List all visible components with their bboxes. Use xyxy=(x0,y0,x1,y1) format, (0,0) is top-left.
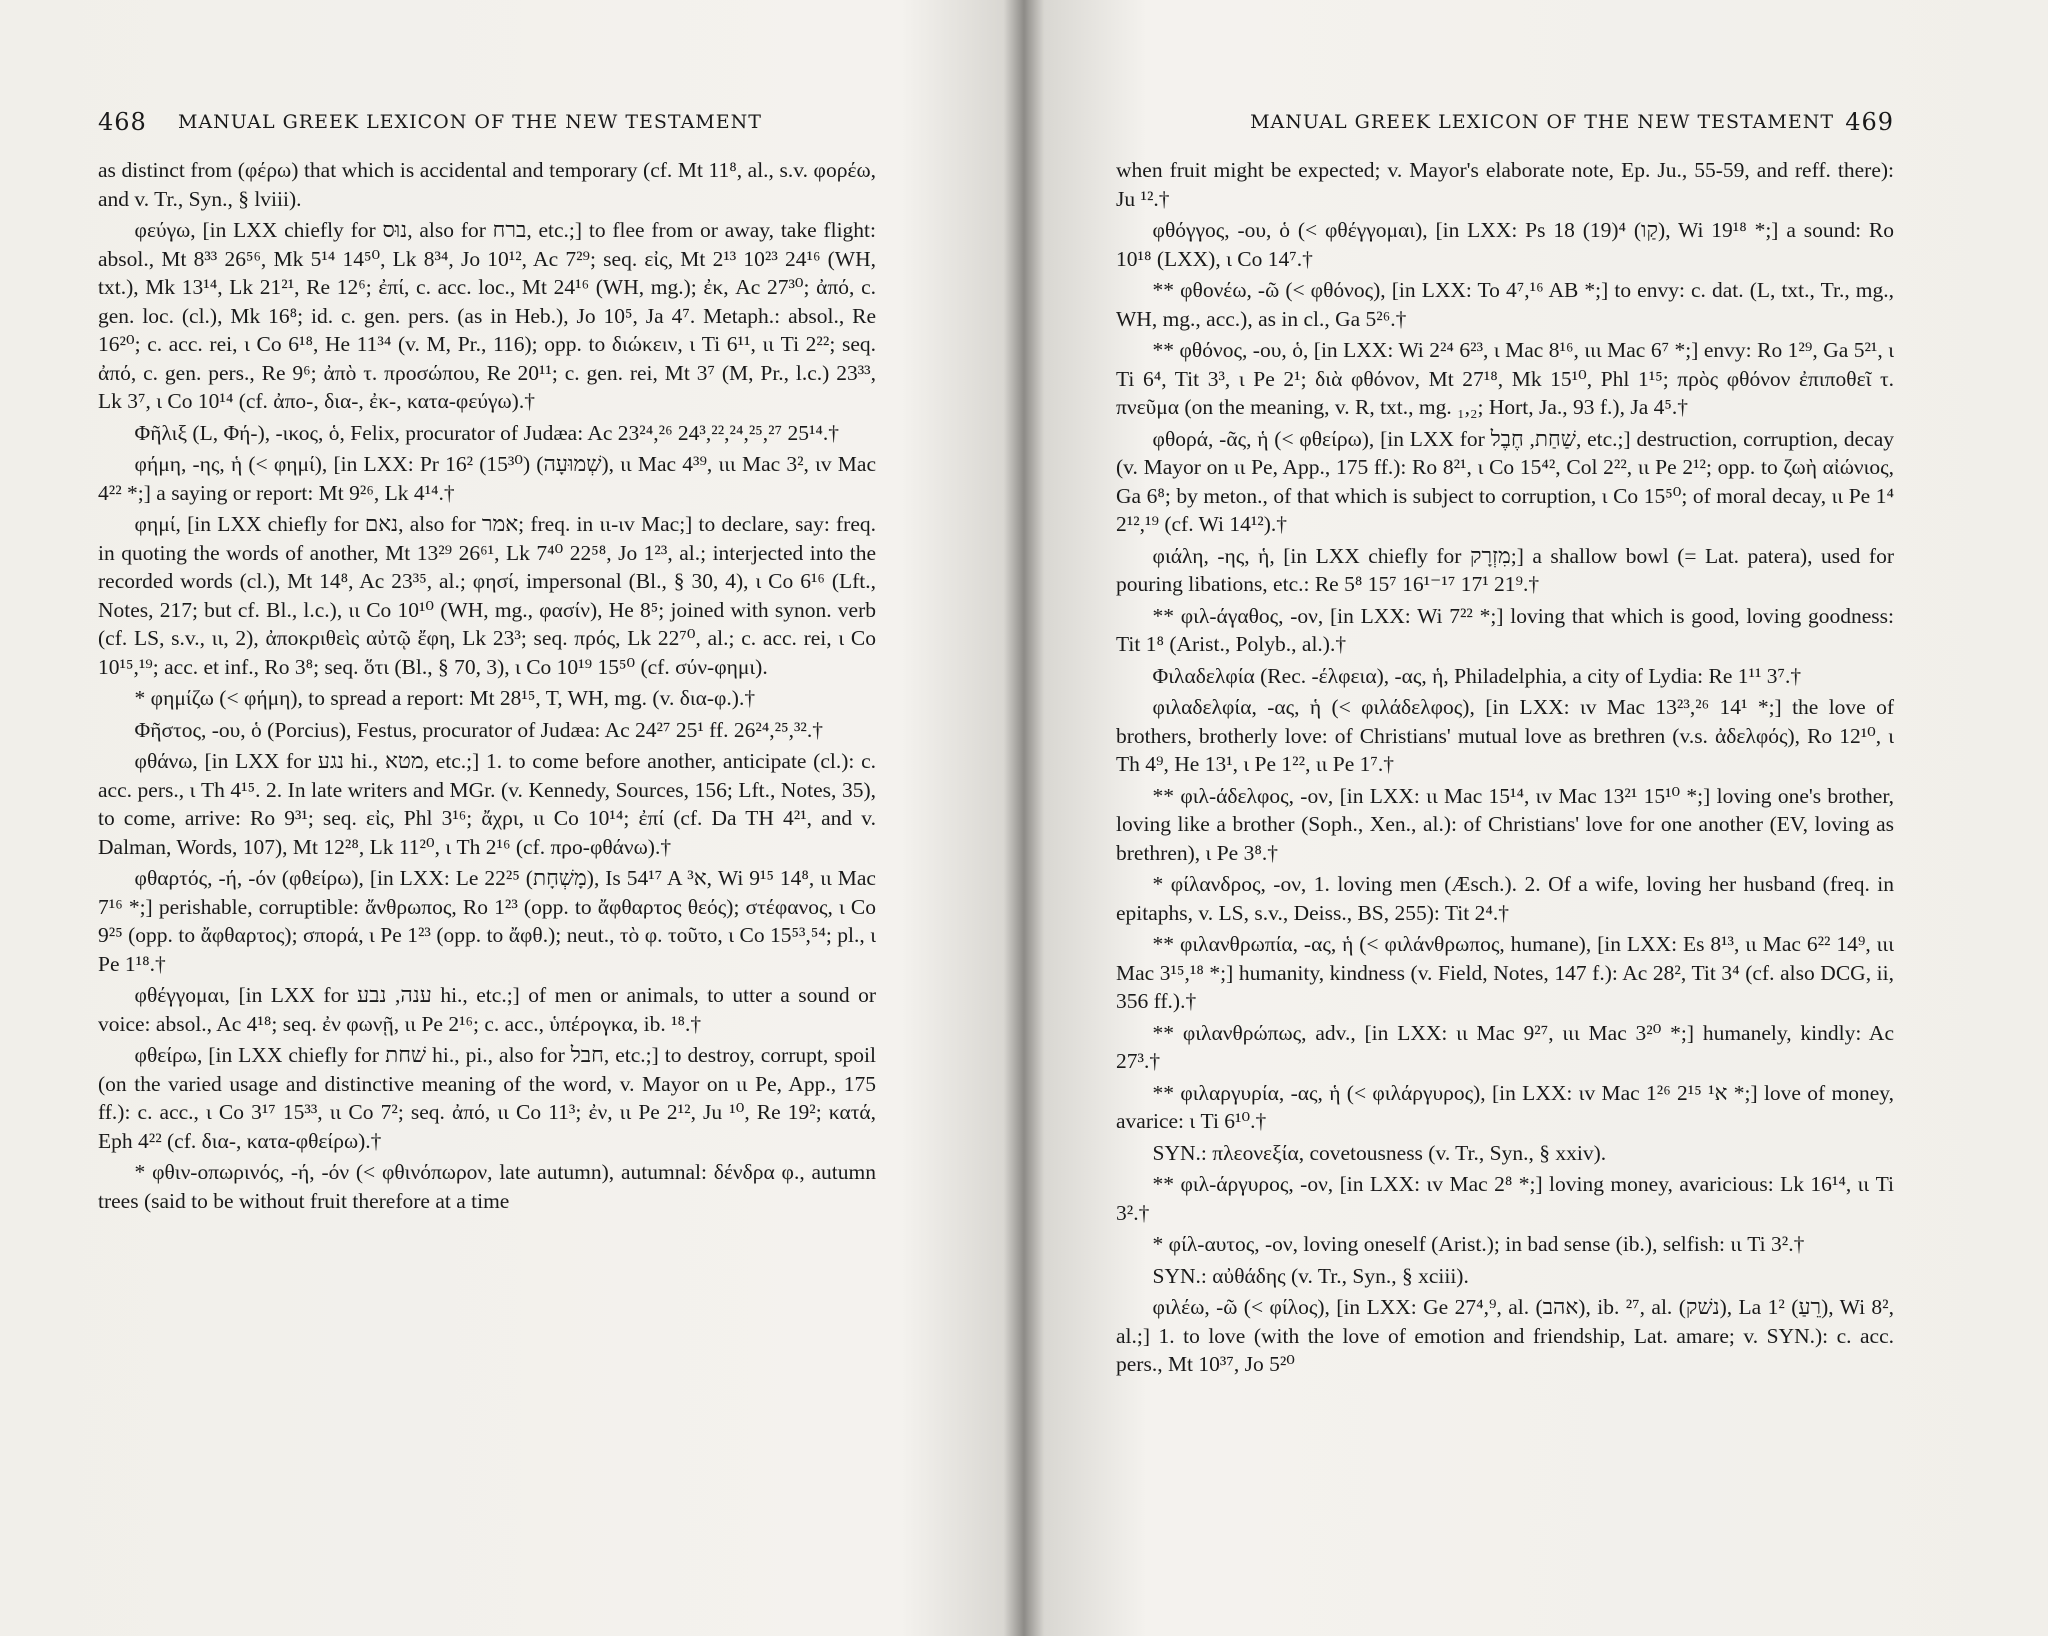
lexicon-entry: φθέγγομαι, [in LXX for ענה, נבע hi., etc.;] of men or animals, to utter a sound or voice: absol., Ac 4¹⁸; seq. ἐν φωνῇ, ιι Pe 2¹⁶; c. acc., ὑπέρογκα, ib. ¹⁸.† xyxy=(98,983,876,1036)
lexicon-entry: φθόγγος, -ου, ὁ (< φθέγγομαι), [in LXX: Ps 18 (19)⁴ (קַו), Wi 19¹⁸ *;] a sound: Ro 10¹⁸ (LXX), ι Co 14⁷.† xyxy=(1116,218,1894,271)
page-body xyxy=(98,156,876,1215)
page-number: 469 xyxy=(1845,108,1894,136)
lexicon-entry: as distinct from (φέρω) that which is accidental and temporary (cf. Mt 11⁸, al., s.v. φορέω, and v. Tr., Syn., § lviii). xyxy=(98,158,876,211)
lexicon-entry: Φιλαδελφία (Rec. -έλφεια), -ας, ἡ, Philadelphia, a city of Lydia: Re 1¹¹ 3⁷.† xyxy=(1152,663,1802,688)
lexicon-entry: φθάνω, [in LXX for נגע hi., מטא, etc.;] 1. to come before another, anticipate (cl.): c. acc. pers., ι Th 4¹⁵. 2. In late writers and MGr. (v. Kennedy, Sources, 156; Lft., Notes, 35), to come, arrive: Ro 9³¹; seq. εἰς, Phl 3¹⁶; ἄχρι, ιι Co 10¹⁴; ἐπί (cf. Da TH 4²¹, and v. Dalman, Words, 107), Mt 12²⁸, Lk 11²⁰, ι Th 2¹⁶ (cf. προ-φθάνω).† xyxy=(98,749,877,859)
right-page xyxy=(1116,100,1894,1382)
lexicon-entry: when fruit might be expected; v. Mayor's elaborate note, Ep. Ju., 55-59, and reff. there): Ju ¹².† xyxy=(1116,158,1894,211)
lexicon-entry: * φημίζω (< φήμη), to spread a report: Mt 28¹⁵, T, WH, mg. (v. δια-φ.).† xyxy=(134,686,756,710)
lexicon-entry: φθαρτός, -ή, -όν (φθείρω), [in LXX: Le 22²⁵ (מָשְׁחָת), Is 54¹⁷ A א³, Wi 9¹⁵ 14⁸, ιι Mac 7¹⁶ *;] perishable, corruptible: ἄνθρωπος, Ro 1²³ (opp. to ἄφθαρτος θεός); στέφανος, ι Co 9²⁵ (opp. to ἄφθαρτος); σπορά, ι Pe 1²³ (opp. to ἄφθ.); neut., τὸ φ. τοῦτο, ι Co 15⁵³,⁵⁴; pl., ι Pe 1¹⁸.† xyxy=(98,866,876,976)
lexicon-entry: ** φιλ-άδελφος, -ον, [in LXX: ιι Mac 15¹⁴, ιv Mac 13²¹ 15¹⁰ *;] loving one's brother, loving like a brother (Soph., Xen., al.): of Christians' love for one another (EV, loving as brethren), ι Pe 3⁸.† xyxy=(1116,783,1894,865)
lexicon-entry: ** φιλαργυρία, -ας, ἡ (< φιλάργυρος), [in LXX: ιv Mac 1²⁶ 2¹⁵ א¹ *;] love of money, avarice: ι Ti 6¹⁰.† xyxy=(1116,1080,1894,1133)
lexicon-entry: φήμη, -ης, ἡ (< φημί), [in LXX: Pr 16² (15³⁰) (שְׁמוּעָה), ιι Mac 4³⁹, ιιι Mac 3², ιv Mac 4²² *;] a saying or report: Mt 9²⁶, Lk 4¹⁴.† xyxy=(98,452,876,505)
lexicon-entry: φιλέω, -ῶ (< φίλος), [in LXX: Ge 27⁴,⁹, al. (אהב), ib. ²⁷, al. (נשׁק), La 1² (רֵעַ), Wi 8², al.;] 1. to love (with the love of emotion and friendship, Lat. amare; v. SYN.): c. acc. pers., Mt 10³⁷, Jo 5²⁰ xyxy=(1116,1295,1894,1376)
lexicon-entry: ** φιλανθρωπία, -ας, ἡ (< φιλάνθρωπος, humane), [in LXX: Es 8¹³, ιι Mac 6²² 14⁹, ιιι Mac 3¹⁵,¹⁸ *;] humanity, kindness (v. Field, Notes, 147 f.): Ac 28², Tit 3⁴ (cf. also DCG, ii, 356 ff.).† xyxy=(1116,932,1894,1013)
page-number: 468 xyxy=(98,108,147,136)
lexicon-entry: Φῆστος, -ου, ὁ (Porcius), Festus, procurator of Judæa: Ac 24²⁷ 25¹ ff. 26²⁴,²⁵,³².† xyxy=(134,717,823,742)
lexicon-entry: ** φιλ-άργυρος, -ον, [in LXX: ιv Mac 2⁸ *;] loving money, avaricious: Lk 16¹⁴, ιι Ti 3².† xyxy=(1116,1172,1894,1225)
lexicon-entry: φεύγω, [in LXX chiefly for נוּס, also for ברח, etc.;] to flee from or away, take flight: absol., Mt 8³³ 26⁵⁶, Mk 5¹⁴ 14⁵⁰, Lk 8³⁴, Jo 10¹², Ac 7²⁹; seq. εἰς, Mt 2¹³ 10²³ 24¹⁶ (WH, txt.), Mk 13¹⁴, Lk 21²¹, Re 12⁶; ἐπί, c. acc. loc., Mt 24¹⁶ (WH, mg.); ἐκ, Ac 27³⁰; ἀπό, c. gen. loc. (cl.), Mk 16⁸; id. c. gen. pers. (as in Heb.), Jo 10⁵, Ja 4⁷. Metaph.: absol., Re 16²⁰; c. acc. rei, ι Co 6¹⁸, He 11³⁴ (v. M, Pr., 116); opp. to διώκειν, ι Ti 6¹¹, ιι Ti 2²²; seq. ἀπό, c. gen. pers., Re 9⁶; ἀπὸ τ. προσώπου, Re 20¹¹; c. gen. rei, Mt 3⁷ (M, Pr., l.c.) 23³³, Lk 3⁷, ι Co 10¹⁴ (cf. ἀπο-, δια-, ἐκ-, κατα-φεύγω).† xyxy=(98,218,876,413)
lexicon-entry: Φῆλιξ (L, Φή-), -ικος, ὁ, Felix, procurator of Judæa: Ac 23²⁴,²⁶ 24³,²²,²⁴,²⁵,²⁷ 25¹⁴.† xyxy=(134,420,840,445)
running-title: MANUAL GREEK LEXICON OF THE NEW TESTAMENT xyxy=(178,111,762,133)
lexicon-entry: SYN.: πλεονεξία, covetousness (v. Tr., Syn., § xxiv). xyxy=(1152,1140,1607,1165)
lexicon-entry: ** φθονέω, -ῶ (< φθόνος), [in LXX: To 4⁷,¹⁶ AB *;] to envy: c. dat. (L, txt., Tr., mg., WH, mg., acc.), as in cl., Ga 5²⁶.† xyxy=(1116,278,1894,331)
lexicon-entry: φιλαδελφία, -ας, ἡ (< φιλάδελφος), [in LXX: ιv Mac 13²³,²⁶ 14¹ *;] the love of brothers, brotherly love: of Christians' mutual love as brethren (v.s. ἀδελφός), Ro 12¹⁰, ι Th 4⁹, He 13¹, ι Pe 1²², ιι Pe 1⁷.† xyxy=(1116,695,1894,776)
running-title: MANUAL GREEK LEXICON OF THE NEW TESTAMENT xyxy=(1250,111,1834,133)
lexicon-entry: φημί, [in LXX chiefly for נאם, also for אמר; freq. in ιι-ιv Mac;] to declare, say: freq. in quoting the words of another, Mt 13²⁹ 26⁶¹, Lk 7⁴⁰ 22⁵⁸, Jo 1²³, al.; interjected into the recorded words (cl.), Mt 14⁸, Ac 23³⁵, al.; φησί, impersonal (Bl., § 30, 4), ι Co 6¹⁶ (Lft., Notes, 217; but cf. Bl., l.c.), ιι Co 10¹⁰ (WH, mg., φασίν), He 8⁵; joined with synon. verb (cf. LS, s.v., ιι, 2), ἀποκριθεὶς αὐτῷ ἔφη, Lk 23³; seq. πρός, Lk 22⁷⁰, al.; c. acc. rei, ι Co 10¹⁵,¹⁹; acc. et inf., Ro 3⁸; seq. ὅτι (Bl., § 70, 3), ι Co 10¹⁹ 15⁵⁰ (cf. σύν-φημι). xyxy=(98,512,876,679)
running-head xyxy=(1116,100,1894,144)
running-head xyxy=(98,100,876,144)
lexicon-entry: ** φιλ-άγαθος, -ον, [in LXX: Wi 7²² *;] loving that which is good, loving goodness: Tit 1⁸ (Arist., Polyb., al.).† xyxy=(1116,603,1894,656)
lexicon-entry: ** φιλανθρώπως, adv., [in LXX: ιι Mac 9²⁷, ιιι Mac 3²⁰ *;] humanely, kindly: Ac 27³.† xyxy=(1116,1020,1894,1073)
lexicon-entry: φθορά, -ᾶς, ἡ (< φθείρω), [in LXX for שַׁחַת, חֶבֶל, etc.;] destruction, corruption, decay (v. Mayor on ιι Pe, App., 175 ff.): Ro 8²¹, ι Co 15⁴², Col 2²², ιι Pe 2¹²; opp. to ζωὴ αἰώνιος, Ga 6⁸; by meton., of that which is subject to corruption, ι Co 15⁵⁰; of moral decay, ιι Pe 1⁴ 2¹²,¹⁹ (cf. Wi 14¹²).† xyxy=(1116,426,1895,536)
lexicon-entry: φιάλη, -ης, ἡ, [in LXX chiefly for מִזְרָק;] a shallow bowl (= Lat. patera), used for pouring libations, etc.: Re 5⁸ 15⁷ 16¹⁻¹⁷ 17¹ 21⁹.† xyxy=(1116,543,1894,596)
lexicon-entry: * φίλ-αυτος, -ον, loving oneself (Arist.); in bad sense (ib.), selfish: ιι Ti 3².† xyxy=(1152,1232,1805,1256)
lexicon-entry: ** φθόνος, -ου, ὁ, [in LXX: Wi 2²⁴ 6²³, ι Mac 8¹⁶, ιιι Mac 6⁷ *;] envy: Ro 1²⁹, Ga 5²¹, ι Ti 6⁴, Tit 3³, ι Pe 2¹; διὰ φθόνον, Mt 27¹⁸, Mk 15¹⁰, Phl 1¹⁵; πρὸς φθόνον ἐπιποθεῖ τ. πνεῦμα (on the meaning, v. R, txt., mg. ₁,₂; Hort, Ja., 93 f.), Ja 4⁵.† xyxy=(1116,338,1894,419)
lexicon-entry: φθείρω, [in LXX chiefly for שׁחת hi., pi., also for חבל, etc.;] to destroy, corrupt, spoil (on the varied usage and distinctive meaning of the word, v. Mayor on ιι Pe, App., 175 ff.): c. acc., ι Co 3¹⁷ 15³³, ιι Co 7²; seq. ἀπό, ιι Co 11³; ἐν, ιι Pe 2¹², Ju ¹⁰, Re 19²; κατά, Eph 4²² (cf. δια-, κατα-φθείρω).† xyxy=(98,1043,877,1153)
lexicon-entry: * φθιν-οπωρινός, -ή, -όν (< φθινόπωρον, late autumn), autumnal: δένδρα φ., autumn trees (said to be without fruit therefore at a time xyxy=(98,1160,876,1213)
page-body xyxy=(1116,156,1894,1379)
lexicon-entry: * φίλανδρος, -ον, 1. loving men (Æsch.). 2. Of a wife, loving her husband (freq. in epitaphs, v. LS, s.v., Deiss., BS, 255): Tit 2⁴.† xyxy=(1116,872,1894,925)
left-page xyxy=(98,100,876,1218)
lexicon-entry: SYN.: αὐθάδης (v. Tr., Syn., § xciii). xyxy=(1152,1263,1469,1288)
